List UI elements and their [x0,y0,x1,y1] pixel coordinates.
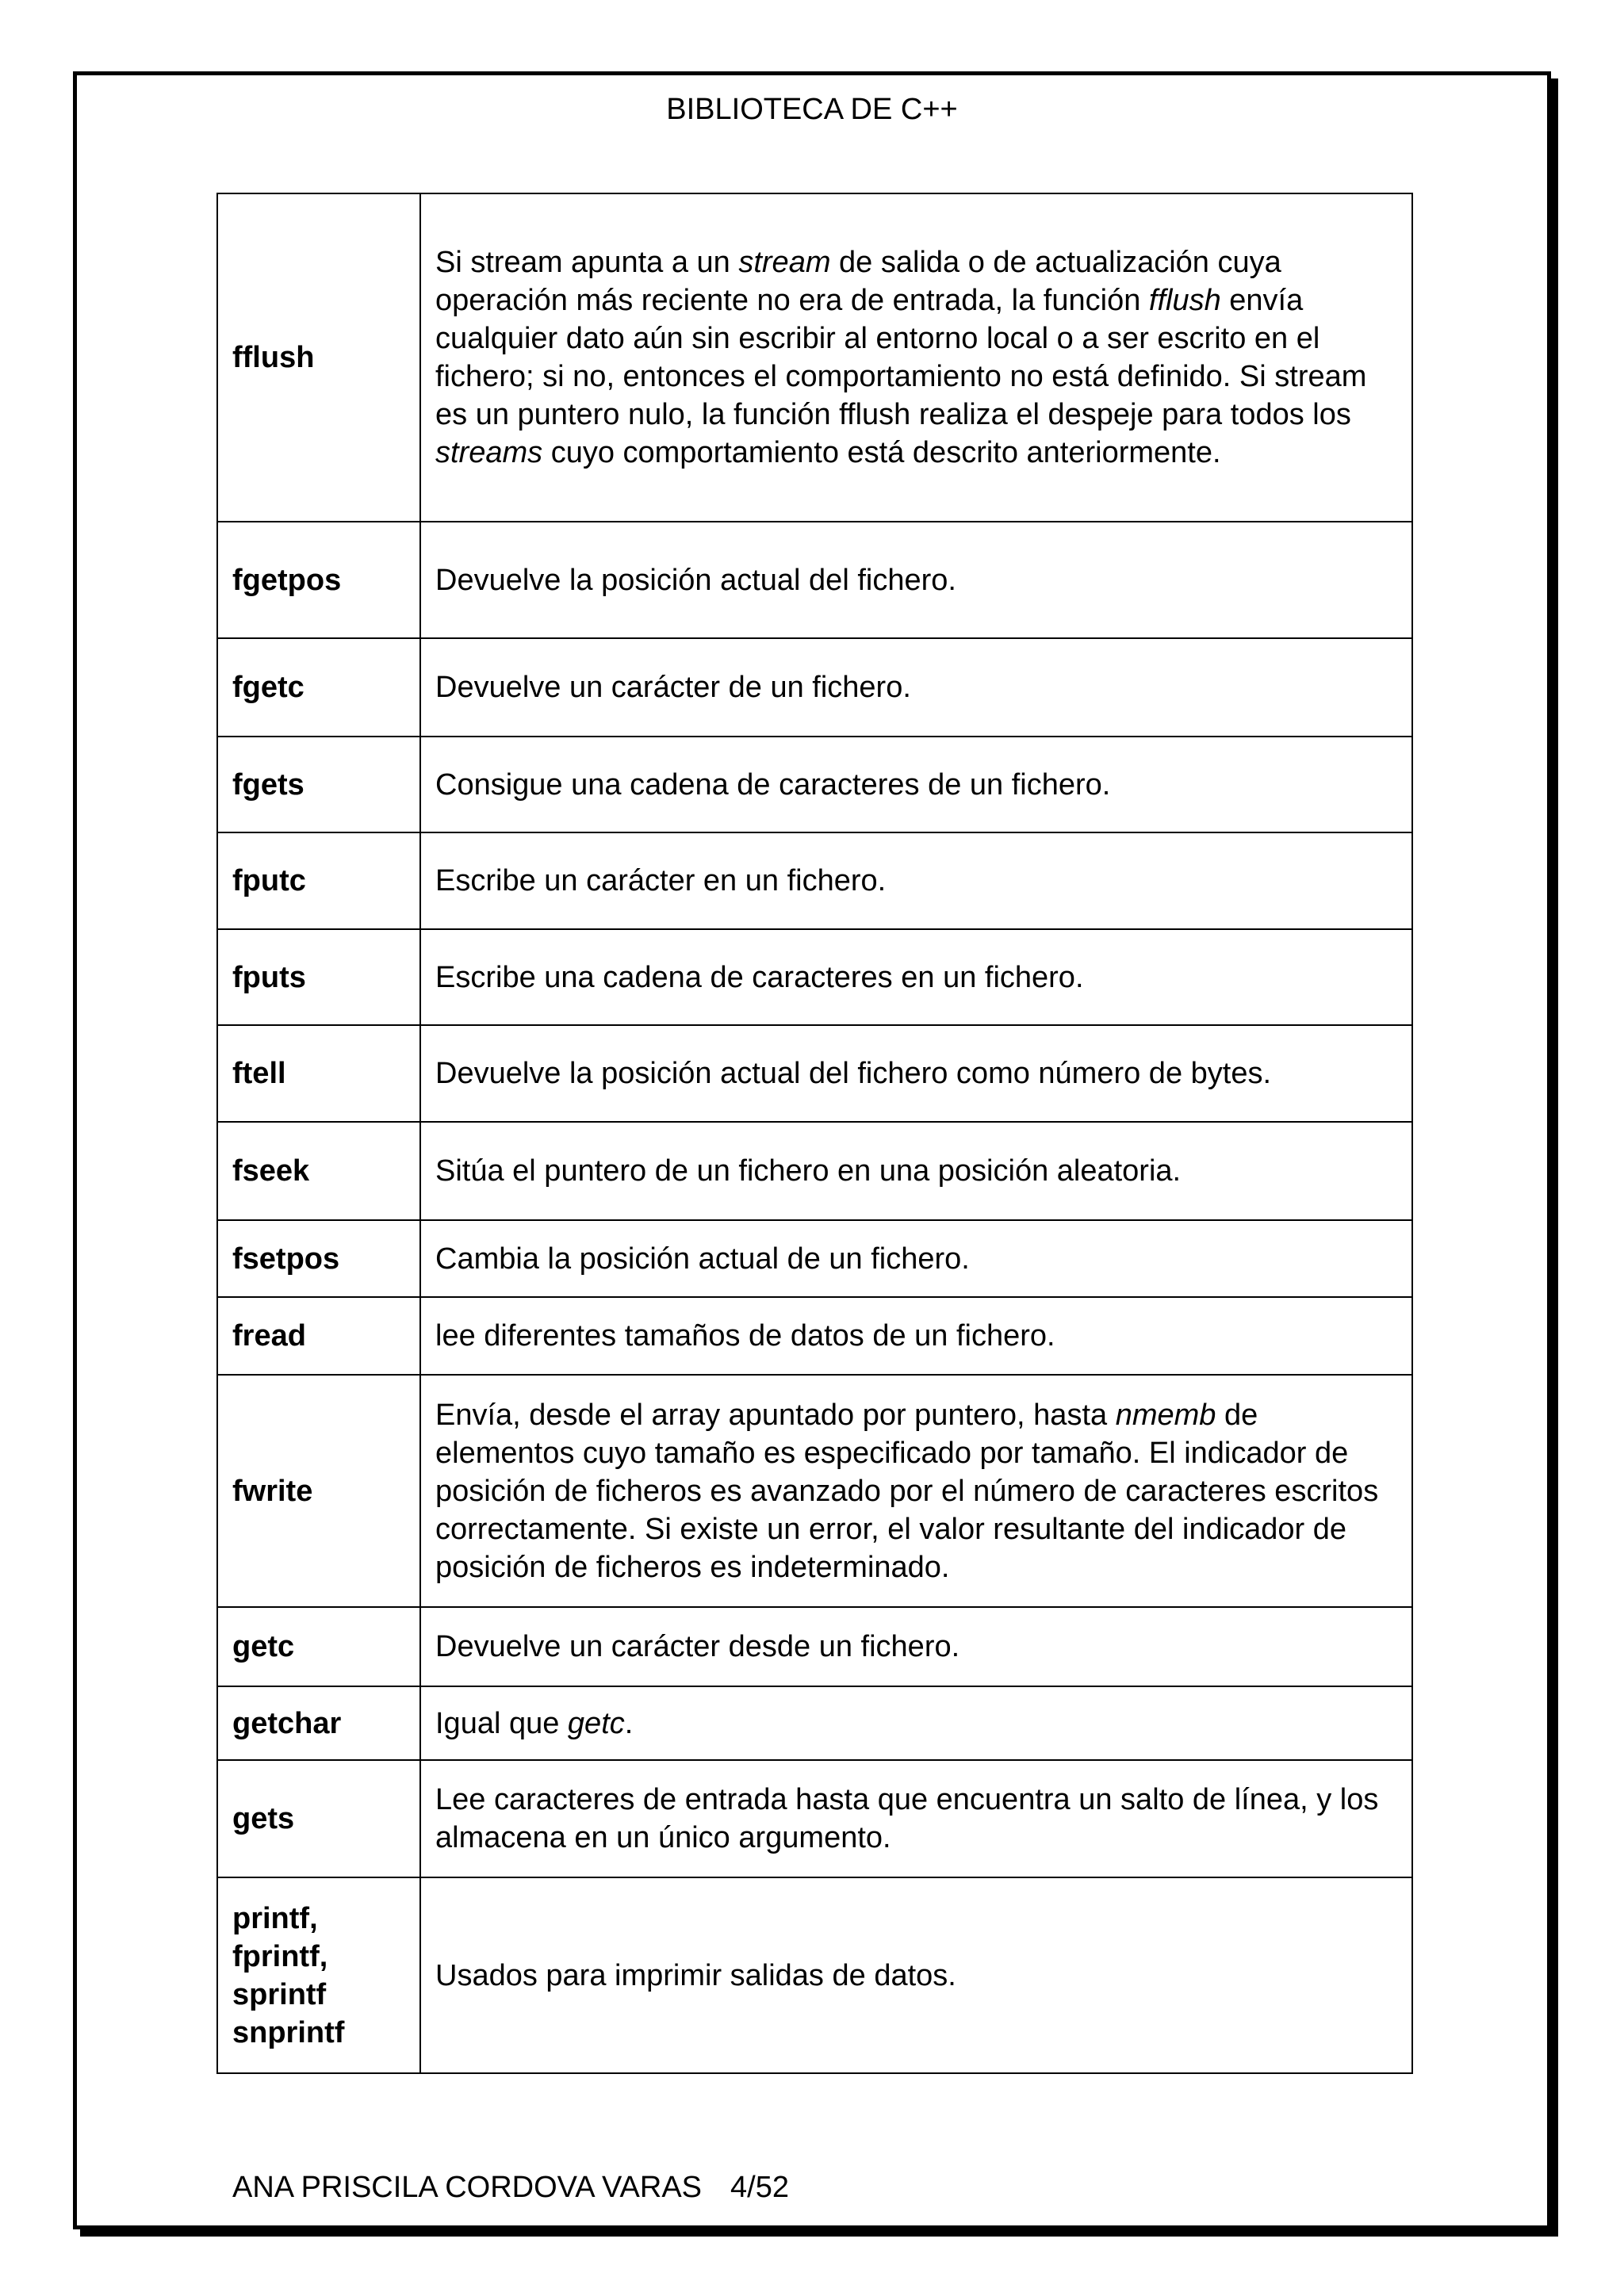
description-text: cuyo comportamiento está descrito anteriormente. [542,436,1221,469]
function-description [420,1025,1412,1122]
description-text: Cambia la posición actual de un fichero. [435,1242,970,1276]
function-description [420,1122,1412,1220]
table-row [217,1375,1412,1607]
table-row [217,1220,1412,1297]
table-row [217,638,1412,737]
table-row [217,737,1412,832]
function-description [420,522,1412,638]
function-name: fgets [217,737,420,832]
description-text: Si stream apunta a un [435,246,739,279]
function-description [420,1760,1412,1877]
italic-term: streams [435,436,543,469]
description-text: Usados para imprimir salidas de datos. [435,1958,956,1992]
function-description [420,832,1412,929]
function-name: getchar [217,1686,420,1760]
description-text: de salida o de actualización cuya operación más reciente no era de entrada, la función [435,246,1281,317]
description-text: Devuelve un carácter desde un fichero. [435,1630,960,1663]
description-text: Devuelve un carácter de un fichero. [435,671,911,704]
table-row [217,1122,1412,1220]
description-text: Consigue una cadena de caracteres de un fichero. [435,767,1111,802]
function-description [420,1220,1412,1297]
function-name: fflush [217,193,420,522]
table-row [217,1760,1412,1877]
function-description [420,1686,1412,1760]
function-description [420,1607,1412,1686]
function-name: fread [217,1297,420,1375]
function-name: ftell [217,1025,420,1122]
table-row [217,1297,1412,1375]
table-row [217,522,1412,638]
function-description [420,638,1412,737]
description-text: . [624,1706,634,1740]
description-text: Envía, desde el array apuntado por puntero, hasta [435,1398,1116,1432]
description-text: Escribe una cadena de caracteres en un fichero. [435,960,1084,994]
function-description [420,929,1412,1025]
function-description [420,1375,1412,1607]
function-name: fwrite [217,1375,420,1607]
description-text: Escribe un carácter en un fichero. [435,864,887,897]
function-description [420,193,1412,522]
function-description [420,737,1412,832]
function-name: fputc [217,832,420,929]
function-name: fputs [217,929,420,1025]
table-row [217,1607,1412,1686]
table-row [217,832,1412,929]
function-description [420,1297,1412,1375]
table-row [217,1877,1412,2073]
description-text: Igual que [435,1706,568,1740]
description-text: envía cualquier dato aún sin escribir al entorno local o a ser escrito en el fichero; si no, entonces el comportamiento no está definido. Si stream es un puntero nulo, la función fflush realiza el despeje para todos los [435,284,1367,431]
description-text: lee diferentes tamaños de datos de un fichero. [435,1319,1055,1353]
description-text: de elementos cuyo tamaño es especificado por tamaño. El indicador de posición de ficheros es avanzado por el número de caracteres escritos correctamente. Si existe un error, el valor resultante del indicador de posición de ficheros es indeterminado. [435,1398,1379,1584]
description-text: Devuelve la posición actual del fichero como número de bytes. [435,1057,1272,1090]
page-header: BIBLIOTECA DE C++ [666,93,958,126]
function-description [420,1877,1412,2073]
footer-author: ANA PRISCILA CORDOVA VARAS [232,2171,703,2204]
page-footer [232,2172,789,2202]
description-text: Lee caracteres de entrada hasta que encuentra un salto de línea, y los almacena en un único argumento. [435,1783,1379,1854]
page-number: 4/52 [730,2171,789,2204]
description-text: Devuelve la posición actual del fichero. [435,563,956,597]
function-name: getc [217,1607,420,1686]
table-row [217,929,1412,1025]
description-text: Sitúa el puntero de un fichero en una posición aleatoria. [435,1154,1182,1188]
italic-term: nmemb [1115,1398,1216,1432]
function-name: gets [217,1760,420,1877]
library-table [216,193,1413,2074]
function-name: fseek [217,1122,420,1220]
function-name: fgetpos [217,522,420,638]
table-row [217,1025,1412,1122]
table-row [217,193,1412,522]
function-name: printf, fprintf, sprintf snprintf [217,1877,420,2073]
table-row [217,1686,1412,1760]
function-name: fgetc [217,638,420,737]
italic-term: fflush [1148,284,1221,317]
italic-term: stream [738,246,831,279]
italic-term: getc [567,1706,625,1740]
function-name: fsetpos [217,1220,420,1297]
